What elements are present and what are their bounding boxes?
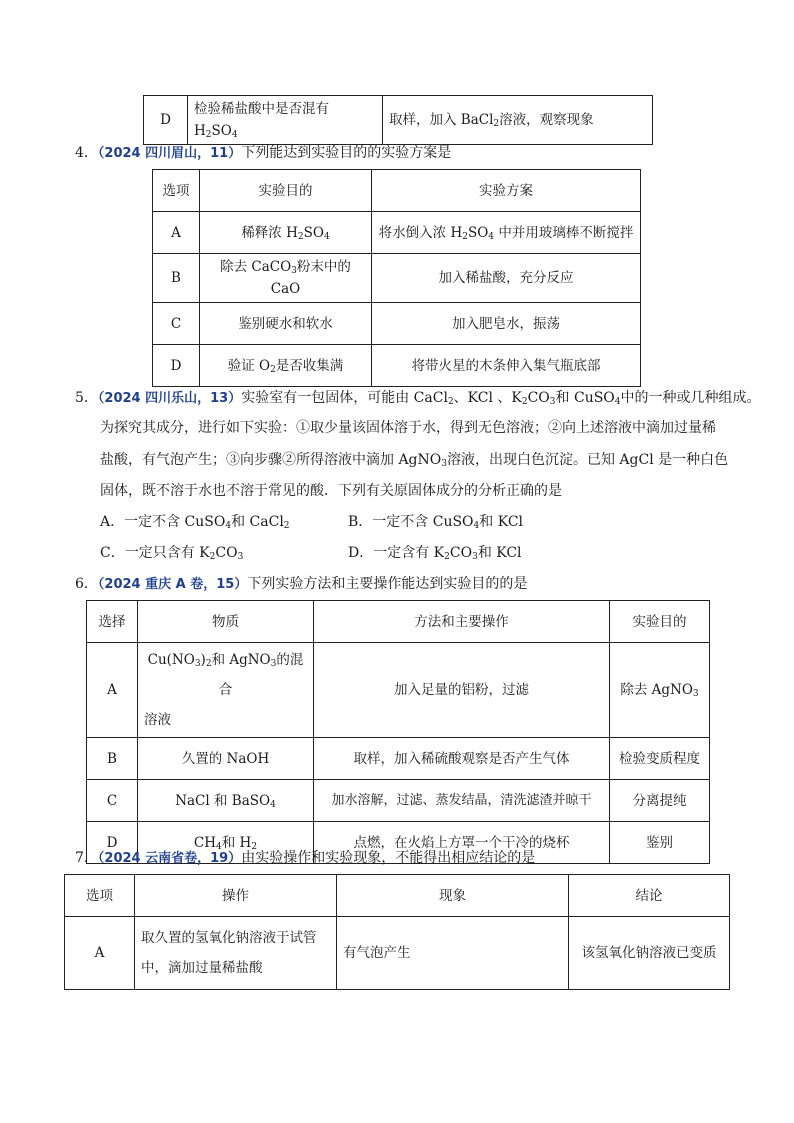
question-source: （2024 四川乐山，13） bbox=[97, 391, 242, 406]
question-5-line-3: 盐酸，有气泡产生；③向步骤②所得溶液中滴加 AgNO$_3$溶液，出现白色沉淀。已知 AgCl 是一种白色 bbox=[100, 452, 729, 469]
column-header: 物质 bbox=[138, 601, 314, 643]
option-label: A bbox=[87, 643, 138, 738]
method: 点燃，在火焰上方罩一个干冷的烧杯 bbox=[314, 822, 610, 864]
experiment-method: 取样，加入 BaCl$_2$溶液，观察现象 bbox=[383, 96, 653, 145]
experiment-purpose: 除去 CaCO$_3$粉末中的 CaO bbox=[200, 254, 372, 303]
table-row bbox=[153, 254, 641, 303]
experiment-purpose: 检验稀盐酸中是否混有 $H_2SO_4$ bbox=[188, 96, 383, 145]
goal: 除去 AgNO$_3$ bbox=[610, 643, 710, 738]
column-header: 选项 bbox=[65, 875, 135, 917]
question-5-line-1: 5．（2024 四川乐山，13）实验室有一包固体，可能由 CaCl$_2$、KCl 、$K_2CO_3$和 CuSO$_4$中的一种或几种组成。 bbox=[75, 390, 761, 407]
column-header: 现象 bbox=[337, 875, 569, 917]
option-label: A bbox=[65, 917, 135, 990]
option-a: A．一定不含 CuSO$_4$和 CaCl$_2$ bbox=[100, 514, 290, 531]
conclusion: 该氢氧化钠溶液已变质 bbox=[569, 917, 730, 990]
question-7-table bbox=[64, 874, 730, 990]
experiment-method: 将水倒入浓 $H_2SO_4$ 中并用玻璃棒不断搅拌 bbox=[372, 212, 641, 254]
column-header: 实验目的 bbox=[200, 170, 372, 212]
table-row bbox=[65, 917, 730, 990]
column-header: 结论 bbox=[569, 875, 730, 917]
table-header-row bbox=[65, 875, 730, 917]
substance: 久置的 NaOH bbox=[138, 738, 314, 780]
question-5-line-4: 固体，既不溶于水也不溶于常见的酸．下列有关原固体成分的分析正确的是 bbox=[100, 483, 562, 499]
column-header: 实验方案 bbox=[372, 170, 641, 212]
table-row bbox=[144, 96, 653, 145]
experiment-purpose: 验证 $O_2$是否收集满 bbox=[200, 345, 372, 387]
goal: 鉴别 bbox=[610, 822, 710, 864]
goal: 检验变质程度 bbox=[610, 738, 710, 780]
column-header: 选择 bbox=[87, 601, 138, 643]
question-7-stem: 7．（2024 云南省卷，19）由实验操作和实验现象，不能得出相应结论的是 bbox=[75, 850, 536, 866]
experiment-purpose: 鉴别硬水和软水 bbox=[200, 303, 372, 345]
option-label: B bbox=[87, 738, 138, 780]
table-header-row bbox=[153, 170, 641, 212]
question-5-line-2: 为探究其成分，进行如下实验：①取少量该固体溶于水，得到无色溶液；②向上述溶液中滴加过量稀 bbox=[100, 420, 716, 436]
question-source: （2024 云南省卷，19） bbox=[97, 851, 242, 866]
question-source: （2024 四川眉山，11） bbox=[97, 146, 242, 161]
question-6-stem: 6．（2024 重庆 A 卷，15）下列实验方法和主要操作能达到实验目的的是 bbox=[75, 576, 528, 592]
option-label: B bbox=[153, 254, 200, 303]
table-row bbox=[87, 780, 710, 822]
question-4-table bbox=[152, 169, 641, 387]
table-header-row bbox=[87, 601, 710, 643]
option-b: B．一定不含 CuSO$_4$和 KCl bbox=[348, 514, 524, 531]
option-label: C bbox=[87, 780, 138, 822]
option-label: A bbox=[153, 212, 200, 254]
table-row bbox=[87, 738, 710, 780]
operation: 取久置的氢氧化钠溶液于试管 中，滴加过量稀盐酸 bbox=[135, 917, 337, 990]
method: 加入足量的铝粉，过滤 bbox=[314, 643, 610, 738]
table-row bbox=[153, 212, 641, 254]
goal: 分离提纯 bbox=[610, 780, 710, 822]
column-header: 实验目的 bbox=[610, 601, 710, 643]
experiment-purpose: 稀释浓 $H_2SO_4$ bbox=[200, 212, 372, 254]
option-c: C．一定只含有 $K_2CO_3$ bbox=[100, 545, 244, 562]
option-label: D bbox=[87, 822, 138, 864]
table-row bbox=[87, 643, 710, 738]
phenomenon: 有气泡产生 bbox=[337, 917, 569, 990]
experiment-method: 将带火星的木条伸入集气瓶底部 bbox=[372, 345, 641, 387]
experiment-method: 加入稀盐酸，充分反应 bbox=[372, 254, 641, 303]
question-4-stem: 4．（2024 四川眉山，11）下列能达到实验目的的实验方案是 bbox=[75, 145, 452, 161]
question-6-table bbox=[86, 600, 710, 864]
method: 加水溶解，过滤、蒸发结晶，清洗滤渣并晾干 bbox=[314, 780, 610, 822]
experiment-method: 加入肥皂水，振荡 bbox=[372, 303, 641, 345]
substance: $Cu(NO_3)_2$和 AgNO$_3$的混合 溶液 bbox=[138, 643, 314, 738]
option-label: D bbox=[153, 345, 200, 387]
method: 取样，加入稀硫酸观察是否产生气体 bbox=[314, 738, 610, 780]
substance: $CH_4$和 $H_2$ bbox=[138, 822, 314, 864]
column-header: 方法和主要操作 bbox=[314, 601, 610, 643]
column-header: 操作 bbox=[135, 875, 337, 917]
option-d: D．一定含有 $K_2CO_3$和 KCl bbox=[348, 545, 522, 562]
question-source: （2024 重庆 A 卷，15） bbox=[97, 577, 248, 592]
top-table bbox=[143, 95, 653, 145]
table-row bbox=[153, 345, 641, 387]
option-label: D bbox=[144, 96, 188, 145]
column-header: 选项 bbox=[153, 170, 200, 212]
option-label: C bbox=[153, 303, 200, 345]
substance: NaCl 和 BaSO$_4$ bbox=[138, 780, 314, 822]
table-row bbox=[153, 303, 641, 345]
